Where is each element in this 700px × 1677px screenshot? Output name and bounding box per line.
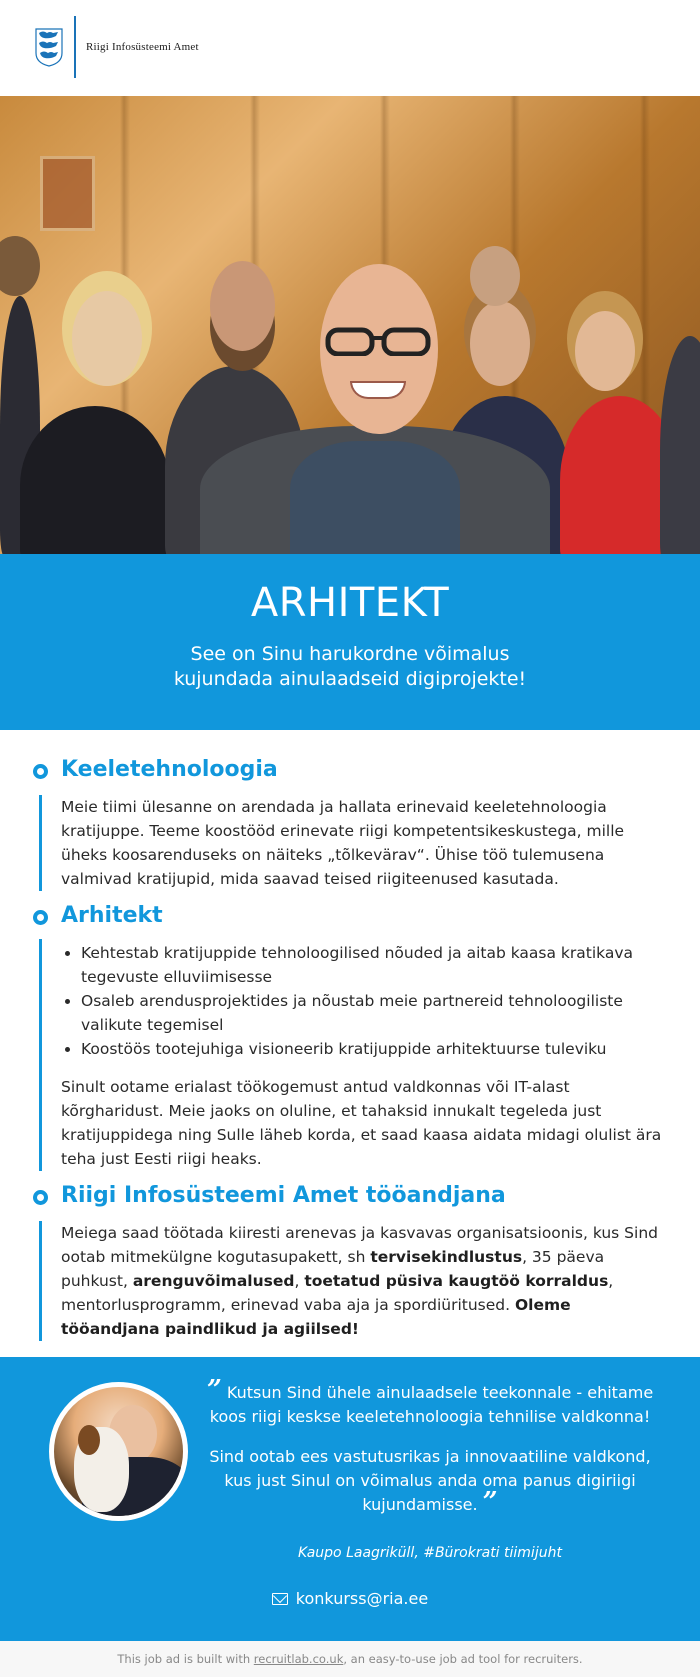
section-body — [39, 1221, 700, 1341]
quote-text: Kutsun Sind ühele ainulaadsele teekonnale - ehitame koos riigi keskse keeletehnoloogia tehnilise valdkonna! — [209, 1383, 654, 1426]
section-body — [39, 795, 700, 891]
coat-of-arms-icon — [34, 27, 64, 67]
quote-text: Sind ootab ees vastutusrikas ja innovaatiline valdkond, kus just Sinul on võimalus anda oma panus digiriigi kujundamisse. — [209, 1447, 651, 1514]
glasses-icon — [322, 326, 436, 356]
footer — [0, 1641, 700, 1677]
section-paragraph: Meie tiimi ülesanne on arendada ja hallata erinevaid keeletehnoloogia kratijuppe. Teeme koostööd erinevate riigi kompetentsikeskustega, mille üheks koosarenduseks on näiteks „tõlkevärav“. Ühise töö tulemusena valmivad kratijupid, mida saavad teised riigiteenused kasutada. — [61, 798, 625, 888]
subtitle-line-1: See on Sinu harukordne võimalus — [190, 643, 510, 665]
contact-email[interactable] — [0, 1589, 700, 1608]
list-item: • Koostöös tootejuhiga visioneerib kratijuppide arhitektuurse tuleviku — [81, 1037, 672, 1061]
envelope-icon — [272, 1593, 288, 1605]
hero-photo — [0, 96, 700, 554]
footer-text: This job ad is built with — [117, 1652, 254, 1666]
email-link[interactable]: konkurss@ria.ee — [295, 1589, 429, 1608]
section-employer — [0, 1181, 700, 1341]
quote-author: Kaupo Laagriküll, #Bürokrati tiimijuht — [298, 1545, 562, 1561]
ria-logo[interactable] — [34, 18, 199, 76]
section-body — [39, 939, 700, 1171]
section-heading-text: Arhitekt — [61, 903, 163, 928]
logo-divider — [74, 16, 76, 78]
footer-text: , an easy-to-use job ad tool for recruiters. — [343, 1652, 583, 1666]
quote-band — [0, 1357, 700, 1641]
section-heading-text: Keeletehnoloogia — [61, 757, 278, 782]
recruitlab-link[interactable]: recruitlab.co.uk — [253, 1652, 344, 1666]
quote-paragraph-1 — [200, 1375, 660, 1429]
text-run: , mentorlusprogramm, erinevad vaba aja ja spordiüritused. — [61, 1272, 614, 1314]
section-keeletehnoloogia — [0, 730, 700, 891]
section-heading — [0, 755, 700, 785]
text-bold: arenguvõimalused — [132, 1272, 295, 1290]
job-description — [0, 730, 700, 1341]
text-run: , — [294, 1272, 305, 1290]
quote-paragraph-2 — [200, 1445, 660, 1517]
list-item: • Kehtestab kratijuppide tehnoloogilised nõuded ja aitab kaasa kratikava tegevuste elluviimisesse — [81, 941, 672, 989]
job-subtitle — [0, 642, 700, 692]
section-paragraph: Sinult ootame erialast töökogemust antud valdkonnas või IT-alast kõrgharidust. Meie jaoks on oluline, et tahaksid innukalt tegeleda just kratijuppidega ning Sulle läheb korda, et saad kaasa aidata midagi olulist ära teha just Eesti riigi heaks. — [61, 1078, 662, 1168]
bullet-circle-icon — [33, 910, 48, 925]
subtitle-line-2: kujundada ainulaadseid digiprojekte! — [173, 668, 527, 690]
bullet-circle-icon — [33, 764, 48, 779]
text-bold: Oleme tööandjana paindlikud ja agiilsed! — [61, 1296, 571, 1338]
text-run: , 35 päeva puhkust, — [61, 1248, 605, 1290]
responsibilities-list — [81, 941, 672, 1061]
section-paragraph — [61, 1221, 672, 1341]
job-title: ARHITEKT — [250, 580, 450, 626]
title-band — [0, 554, 700, 730]
text-bold: toetatud püsiva kaugtöö korraldus — [304, 1272, 609, 1290]
section-heading — [0, 1181, 700, 1211]
org-name: Riigi Infosüsteemi Amet — [86, 41, 199, 53]
text-run: Meiega saad töötada kiiresti arenevas ja kasvavas organisatsioonis, kus Sind ootab mitmekülgne kogutasupakett, sh — [61, 1224, 658, 1266]
testimonial-quote — [200, 1375, 660, 1533]
list-item: • Osaleb arendusprojektides ja nõustab meie partnereid tehnoloogiliste valikute tegemisel — [81, 989, 672, 1037]
close-quote-icon: ” — [482, 1487, 498, 1517]
section-heading-text: Riigi Infosüsteemi Amet tööandjana — [61, 1183, 506, 1208]
bullet-circle-icon — [33, 1190, 48, 1205]
page-header — [0, 0, 700, 96]
text-bold: tervisekindlustus — [370, 1248, 523, 1266]
wall-picture — [40, 156, 95, 231]
section-heading — [0, 901, 700, 931]
avatar — [49, 1382, 188, 1521]
section-arhitekt — [0, 901, 700, 1171]
open-quote-icon: ” — [206, 1375, 222, 1405]
